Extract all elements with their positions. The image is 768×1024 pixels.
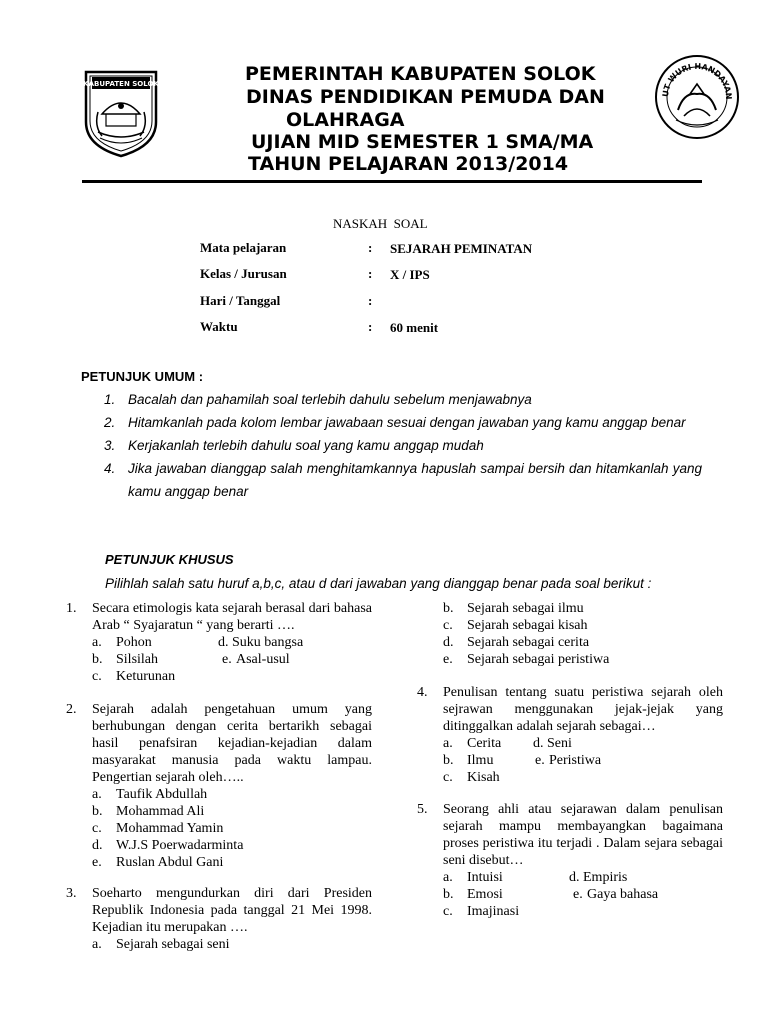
info-colon: : [368,240,373,255]
option-row [443,752,723,769]
question-1 [66,600,372,685]
option-letter: c. [92,669,102,684]
item-number: 2. [104,415,116,430]
option-text: Sejarah sebagai ilmu [467,601,584,616]
option-text: Suku bangsa [232,635,304,650]
item-text: Kerjakanlah terlebih dahulu soal yang kamu anggap mudah [128,438,484,453]
option-letter: c. [443,904,453,919]
info-label: Waktu [200,319,238,334]
option-letter: a. [443,736,453,751]
question-stem: Penulisan tentang suatu peristiwa sejarah oleh sejrawan menggunakan jejak-jejak yang ditinggalkan adalah sejarah sebagai… [443,685,723,734]
specific-instructions-text: Pilihlah salah satu huruf a,b,c, atau d dari jawaban yang dianggap benar pada soal berikut : [105,576,652,591]
option-text: Taufik Abdullah [116,787,208,802]
option-row [443,886,723,903]
item-text: Jika jawaban dianggap salah menghitamkannya hapuslah sampai bersih dan hitamkanlah yang kamu anggap benar [128,461,702,499]
option-text: Sejarah sebagai kisah [467,618,588,633]
option-letter: d. [569,870,580,885]
info-value: X / IPS [390,267,430,282]
item-text: Bacalah dan pahamilah soal terlebih dahulu sebelum menjawabnya [128,392,532,407]
list-item [104,388,702,411]
option-letter: b. [443,753,454,768]
header-exam: UJIAN MID SEMESTER 1 SMA/MA [251,131,594,153]
option-text: Ruslan Abdul Gani [116,855,224,870]
option-row [92,668,372,685]
kabupaten-solok-emblem [80,66,162,158]
question-number: 5. [417,802,428,817]
option-row [92,854,372,871]
option-text: Mohammad Ali [116,804,205,819]
option-row [92,820,372,837]
info-label: Mata pelajaran [200,240,287,255]
question-number: 2. [66,702,77,717]
option-row [92,837,372,854]
question-number: 1. [66,601,77,616]
header-divider [82,180,702,183]
option-text: Pohon [116,635,152,650]
option-text: Keturunan [116,669,176,684]
option-letter: e. [443,652,453,667]
list-item [104,434,702,457]
option-row [92,936,372,953]
header-department-cont: OLAHRAGA [286,109,405,131]
question-3 [66,885,372,953]
option-row [92,634,372,651]
item-number: 4. [104,461,116,476]
option-letter: c. [443,770,453,785]
option-letter: c. [443,618,453,633]
option-text: Seni [547,736,572,751]
option-letter: a. [443,870,453,885]
option-row [443,769,723,786]
list-item [104,411,702,434]
option-text: Silsilah [116,652,159,667]
option-row [92,803,372,820]
option-letter: d. [443,635,454,650]
item-text: Hitamkanlah pada kolom lembar jawabaan sesuai dengan jawaban yang kamu anggap benar [128,415,686,430]
option-text: Gaya bahasa [587,887,659,902]
option-letter: a. [92,787,102,802]
option-text: Sejarah sebagai peristiwa [467,652,610,667]
option-letter: b. [443,887,454,902]
tut-wuri-handayani-emblem [654,54,740,140]
question-stem: Secara etimologis kata sejarah berasal dari bahasa Arab “ Syajaratun “ yang berarti …. [92,601,372,633]
option-text: Sejarah sebagai seni [116,937,230,952]
option-text: Cerita [467,736,502,751]
option-letter: d. [533,736,544,751]
option-text: Imajinasi [467,904,520,919]
option-letter: d. [218,635,229,650]
option-row [443,903,723,920]
option-letter: e. [222,652,232,667]
info-colon: : [368,293,373,308]
option-text: Sejarah sebagai cerita [467,635,590,650]
info-label: Hari / Tanggal [200,293,281,308]
info-colon: : [368,319,373,334]
svg-text:KABUPATEN SOLOK: KABUPATEN SOLOK [83,80,159,88]
list-item [104,457,702,503]
option-letter: e. [573,887,583,902]
question-3-continued [443,600,723,668]
option-row [443,735,723,752]
option-letter: a. [92,937,102,952]
naskah-title: NASKAH SOAL [333,216,428,231]
option-letter: b. [92,652,103,667]
option-text: Intuisi [467,870,503,885]
option-letter: e. [535,753,545,768]
option-letter: b. [92,804,103,819]
option-text: Kisah [467,770,500,785]
question-number: 3. [66,886,77,901]
question-4 [417,684,723,786]
option-letter: a. [92,635,102,650]
specific-instructions-title: PETUNJUK KHUSUS [105,552,234,567]
info-value: SEJARAH PEMINATAN [390,241,533,256]
option-row [443,634,723,651]
option-row [92,651,372,668]
question-stem: Soeharto mengundurkan diri dari Presiden Republik Indonesia pada tanggal 21 Mei 1998. Kejadian itu merupakan …. [92,886,372,935]
question-stem: Seorang ahli atau sejarawan dalam penulisan sejarah mampu membayangkan bagaimana proses peristiwa itu terjadi . Dalam sejara sebagai seni disebut… [443,802,723,868]
option-text: Empiris [583,870,628,885]
option-letter: c. [92,821,102,836]
question-number: 4. [417,685,428,700]
header-department: DINAS PENDIDIKAN PEMUDA DAN [246,86,605,108]
option-text: Mohammad Yamin [116,821,224,836]
info-label: Kelas / Jurusan [200,266,287,281]
option-row [443,869,723,886]
item-number: 1. [104,392,116,407]
option-letter: b. [443,601,454,616]
info-colon: : [368,266,373,281]
general-instructions-title: PETUNJUK UMUM : [81,369,204,384]
info-value: 60 menit [390,320,439,335]
question-stem: Sejarah adalah pengetahuan umum yang berhubungan dengan cerita bertarikh sebagai hasil penafsiran kejadian-kejadian dalam masyarakat manusia pada waktu lampau. Pengertian sejarah oleh….. [92,702,372,785]
option-letter: d. [92,838,103,853]
header-government: PEMERINTAH KABUPATEN SOLOK [245,63,596,85]
option-row [443,651,723,668]
option-row [92,786,372,803]
option-text: Peristiwa [549,753,602,768]
option-text: Asal-usul [236,652,290,667]
option-text: Ilmu [467,753,494,768]
option-row [443,600,723,617]
option-letter: e. [92,855,102,870]
option-text: Emosi [467,887,503,902]
svg-text:TUT WURI HANDAYANI: UT WURI HANDAYAN [660,61,734,100]
general-instructions-list [104,388,702,503]
item-number: 3. [104,438,116,453]
question-2 [66,701,372,871]
header-year: TAHUN PELAJARAN 2013/2014 [248,153,569,175]
option-row [443,617,723,634]
option-text: W.J.S Poerwadarminta [116,838,244,853]
question-5 [417,801,723,920]
